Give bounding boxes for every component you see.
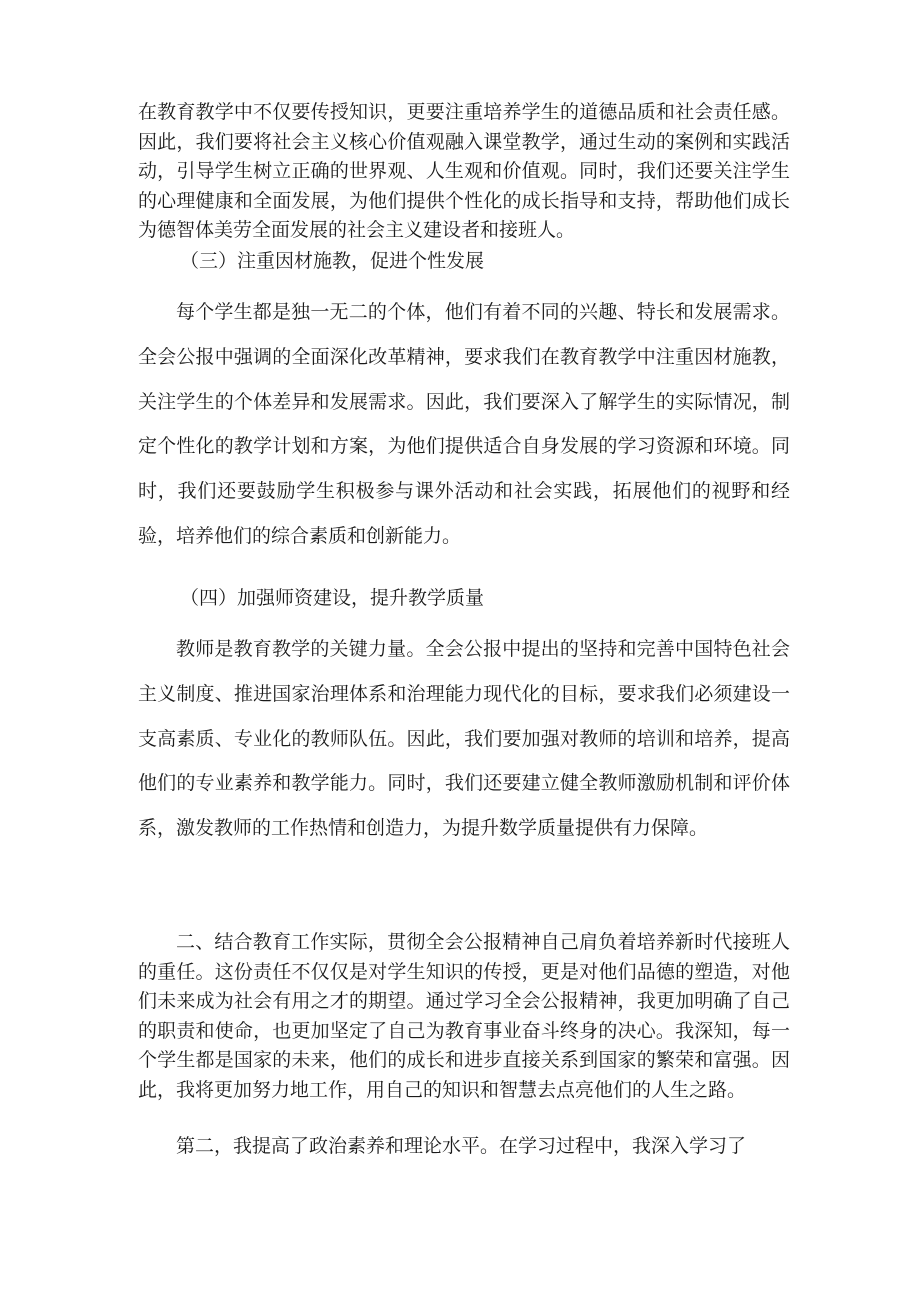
paragraph-moral-education: 在教育教学中不仅要传授知识，更要注重培养学生的道德品质和社会责任感。因此，我们要将社会主义核心价值观融入课堂教学，通过生动的案例和实践活动，引导学生树立正确的世界观、人生观和价值观。同时，我们还要关注学生的心理健康和全面发展，为他们提供个性化的成长指导和支持，帮助他们成长为德智体美劳全面发展的社会主义建设者和接班人。 <box>138 101 790 241</box>
paragraph-education-practice: 二、结合教育工作实际，贯彻全会公报精神自己肩负着培养新时代接班人的重任。这份责任不仅仅是对学生知识的传授，更是对他们品德的塑造，对他们未来成为社会有用之才的期望。通过学习全会公报精神，我更加明确了自己的职责和使命，也更加坚定了自己为教育事业奋斗终身的决心。我深知，每一个学生都是国家的未来，他们的成长和进步直接关系到国家的繁荣和富强。因此，我将更加努力地工作，用自己的知识和智慧去点亮他们的人生之路。 <box>138 931 790 1101</box>
paragraph-individualized-teaching: 每个学生都是独一无二的个体，他们有着不同的兴趣、特长和发展需求。全会公报中强调的全面深化改革精神，要求我们在教育教学中注重因材施教，关注学生的个体差异和发展需求。因此，我们要深入了解学生的实际情况，制定个性化的教学计划和方案，为他们提供适合自身发展的学习资源和环境。同时，我们还要鼓励学生积极参与课外活动和社会实践，拓展他们的视野和经验，培养他们的综合素质和创新能力。 <box>138 301 790 547</box>
paragraph-teacher-development: 教师是教育教学的关键力量。全会公报中提出的坚持和完善中国特色社会主义制度、推进国家治理体系和治理能力现代化的目标，要求我们必须建设一支高素质、专业化的教师队伍。因此，我们要加强对教师的培训和培养，提高他们的专业素养和教学能力。同时，我们还要建立健全教师激励机制和评价体系，激发教师的工作热情和创造力，为提升数学质量提供有力保障。 <box>138 638 790 840</box>
section-heading-4: （四）加强师资建设，提升教学质量 <box>180 587 485 609</box>
paragraph-political-literacy: 第二，我提高了政治素养和理论水平。在学习过程中，我深入学习了 <box>176 1135 747 1157</box>
section-heading-3: （三）注重因材施教，促进个性发展 <box>180 250 485 272</box>
